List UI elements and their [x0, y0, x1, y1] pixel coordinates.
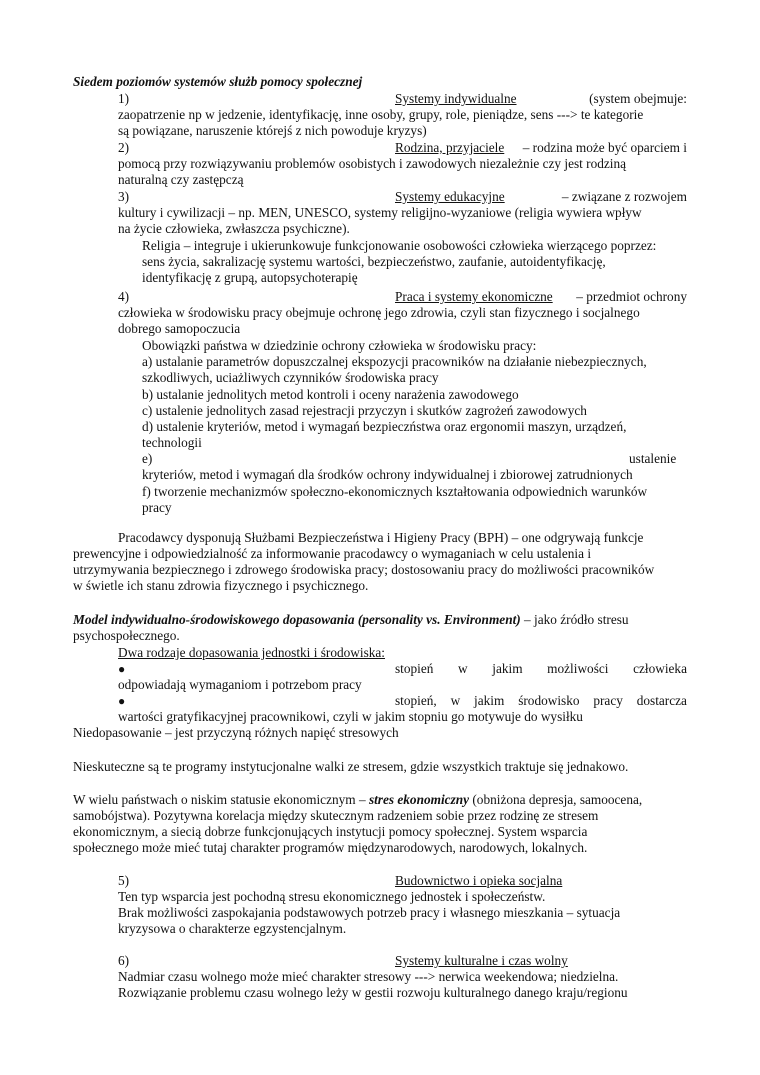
bullet-2-line-2: wartości gratyfikacyjnej pracownikowi, czyli w jakim stopniu go motywuje do wysiłku — [118, 709, 583, 724]
word: w — [458, 661, 468, 676]
bullet-2-line-1 — [395, 693, 687, 709]
bhp-line-3: utrzymywania bezpiecznego i zdrowego środowiska pracy; dostosowaniu pracy do możliwości pracowników — [73, 562, 655, 577]
word: jakim — [492, 661, 523, 676]
econ-line-2: samobójstwa). Pozytywna korelacja między skutecznym radzeniem sobie przez rodzinę ze stresem — [73, 808, 599, 823]
bullet-icon: ● — [118, 694, 126, 708]
item-3-after: – związane z rozwojem — [561, 189, 687, 204]
model-line-2: psychospołecznego. — [73, 628, 180, 643]
word: środowisko — [518, 693, 580, 708]
item-3-line-3: na życie człowieka, zwłaszcza psychiczne). — [118, 221, 350, 236]
item-5-line: Brak możliwości zaspokajania podstawowych potrzeb pracy i własnego mieszkania – sytuacja — [118, 905, 621, 920]
bhp-line-4: w świetle ich stanu zdrowia fizycznego i psychicznego. — [73, 578, 369, 593]
mismatch-line: Niedopasowanie – jest przyczyną różnych napięć stresowych — [73, 725, 399, 740]
religion-line-2: sens życia, sakralizację systemu wartości, bezpieczeństwo, zaufanie, autoidentyfikację, — [142, 254, 606, 269]
duties-title: Obowiązki państwa w dziedzinie ochrony człowieka w środowisku pracy: — [142, 338, 537, 353]
item-5-line: Ten typ wsparcia jest pochodną stresu ekonomicznego jednostek i społeczeństw. — [118, 889, 546, 904]
word: pracy — [593, 693, 623, 708]
item-6-line: Nadmiar czasu wolnego może mieć charakter stresowy ---> nerwica weekendowa; niedzielna. — [118, 969, 619, 984]
duty-line-e-word: ustalenie — [629, 451, 677, 466]
item-1-after: (system obejmuje: — [589, 91, 687, 106]
duty-line: technologii — [142, 435, 202, 450]
bhp-line-2: prewencyjne i odpowiedzialność za informowanie pracodawcy o wymaganiach w celu ustalenia i — [73, 546, 592, 561]
duty-line: d) ustalenie kryteriów, metod i wymagań bezpieczństwa oraz ergonomii maszyn, urządzeń, — [142, 419, 627, 434]
duty-line: c) ustalenie jednolitych zasad rejestracji przyczyn i skutków zagrożeń zawodowych — [142, 403, 587, 418]
item-1-name: Systemy indywidualne — [395, 91, 517, 106]
bullet-icon: ● — [118, 662, 126, 676]
duty-line: pracy — [142, 500, 172, 515]
duty-line: f) tworzenie mechanizmów społeczno-ekonomicznych kształtowania odpowiednich warunków — [142, 484, 648, 499]
item-2-name: Rodzina, przyjaciele — [395, 140, 505, 155]
item-4-name: Praca i systemy ekonomiczne — [395, 289, 553, 304]
religion-line-1: Religia – integruje i ukierunkowuje funkcjonowanie osobowości człowieka wierzącego poprzez: — [142, 238, 657, 253]
model-title: Model indywidualno-środowiskowego dopasowania (personality vs. Environment) — [73, 612, 521, 627]
item-6-number: 6) — [118, 953, 130, 968]
econ-line-3: ekonomicznym, a siecią dobrze funkcjonujących instytucji pomocy społecznej. System wsparcia — [73, 824, 588, 839]
econ-before: W wielu państwach o niskim statusie ekonomicznym – — [73, 792, 366, 807]
fit-types-title: Dwa rodzaje dopasowania jednostki i środowiska: — [118, 645, 385, 660]
econ-line-1 — [73, 792, 642, 808]
item-2-number: 2) — [118, 140, 130, 155]
item-2-header — [395, 140, 687, 156]
bullet-1-line-2: odpowiadają wymaganiom i potrzebom pracy — [118, 677, 362, 692]
item-4-header — [395, 289, 687, 305]
item-6-line: Rozwiązanie problemu czasu wolnego leży w gestii rozwoju kulturalnego danego kraju/regionu — [118, 985, 628, 1000]
item-4-line-3: dobrego samopoczucia — [118, 321, 241, 336]
word: człowieka — [633, 661, 687, 676]
word: dostarcza — [636, 693, 687, 708]
item-4-number: 4) — [118, 289, 130, 304]
word: stopień — [395, 661, 434, 676]
item-1-line-3: są powiązane, naruszenie którejś z nich powoduje kryzys) — [118, 123, 427, 138]
item-4-line-2: człowieka w środowisku pracy obejmuje ochronę jego zdrowia, czyli stan fizycznego i socjalnego — [118, 305, 640, 320]
bhp-line-1: Pracodawcy dysponują Służbami Bezpieczeństwa i Higieny Pracy (BPH) – one odgrywają funkcje — [118, 530, 644, 545]
duty-line: a) ustalanie parametrów dopuszczalnej ekspozycji pracowników na działanie niebezpiecznych, — [142, 354, 647, 369]
word: jakim — [474, 693, 505, 708]
item-1-number: 1) — [118, 91, 130, 106]
model-heading — [73, 612, 629, 628]
model-after: – jako źródło stresu — [524, 612, 629, 627]
item-3-name: Systemy edukacyjne — [395, 189, 505, 204]
item-2-line-3: naturalną czy zastępczą — [118, 172, 244, 187]
bullet-1-line-1 — [395, 661, 687, 677]
word: stopień, — [395, 693, 437, 708]
section-title: Siedem poziomów systemów służb pomocy społecznej — [73, 74, 363, 89]
item-1-header — [395, 91, 687, 107]
item-6-name: Systemy kulturalne i czas wolny — [395, 953, 568, 968]
econ-after: (obniżona depresja, samoocena, — [472, 792, 643, 807]
item-5-name: Budownictwo i opieka socjalna — [395, 873, 563, 888]
word: w — [450, 693, 461, 708]
item-3-number: 3) — [118, 189, 130, 204]
item-4-after: – przedmiot ochrony — [576, 289, 687, 304]
duty-line: szkodliwych, uciażliwych czynników środowiska pracy — [142, 370, 439, 385]
econ-bold: stres ekonomiczny — [368, 792, 470, 807]
item-3-header — [395, 189, 687, 205]
religion-line-3: identyfikację z grupą, autopsychoterapię — [142, 270, 358, 285]
duty-line: b) ustalanie jednolitych metod kontroli i oceny narażenia zawodowego — [142, 387, 519, 402]
item-5-line: kryzysowa o charakterze egzystencjalnym. — [118, 921, 347, 936]
ineffective-line: Nieskuteczne są te programy instytucjonalne walki ze stresem, gdzie wszystkich traktuje się jednakowo. — [73, 759, 629, 774]
duty-line: kryteriów, metod i wymagań dla środków ochrony indywidualnej i zbiorowej zatrudnionych — [142, 467, 633, 482]
item-3-line-2: kultury i cywilizacji – np. MEN, UNESCO, systemy religijno-wyzaniowe (religia wywiera wpływ — [118, 205, 642, 220]
item-2-line-2: pomocą przy rozwiązywaniu problemów osobistych i zawodowych niezależnie czy jest rodziną — [118, 156, 627, 171]
duty-line-e: e) — [142, 451, 153, 466]
word: możliwości — [547, 661, 609, 676]
econ-line-4: społecznego może mieć tutaj charakter programów międzynarodowych, narodowych, lokalnych. — [73, 840, 588, 855]
item-1-line-2: zaopatrzenie np w jedzenie, identyfikację, inne osoby, grupy, role, pieniądze, sens ---> te kategorie — [118, 107, 644, 122]
item-5-number: 5) — [118, 873, 130, 888]
item-2-after: – rodzina może być oparciem i — [522, 140, 687, 155]
